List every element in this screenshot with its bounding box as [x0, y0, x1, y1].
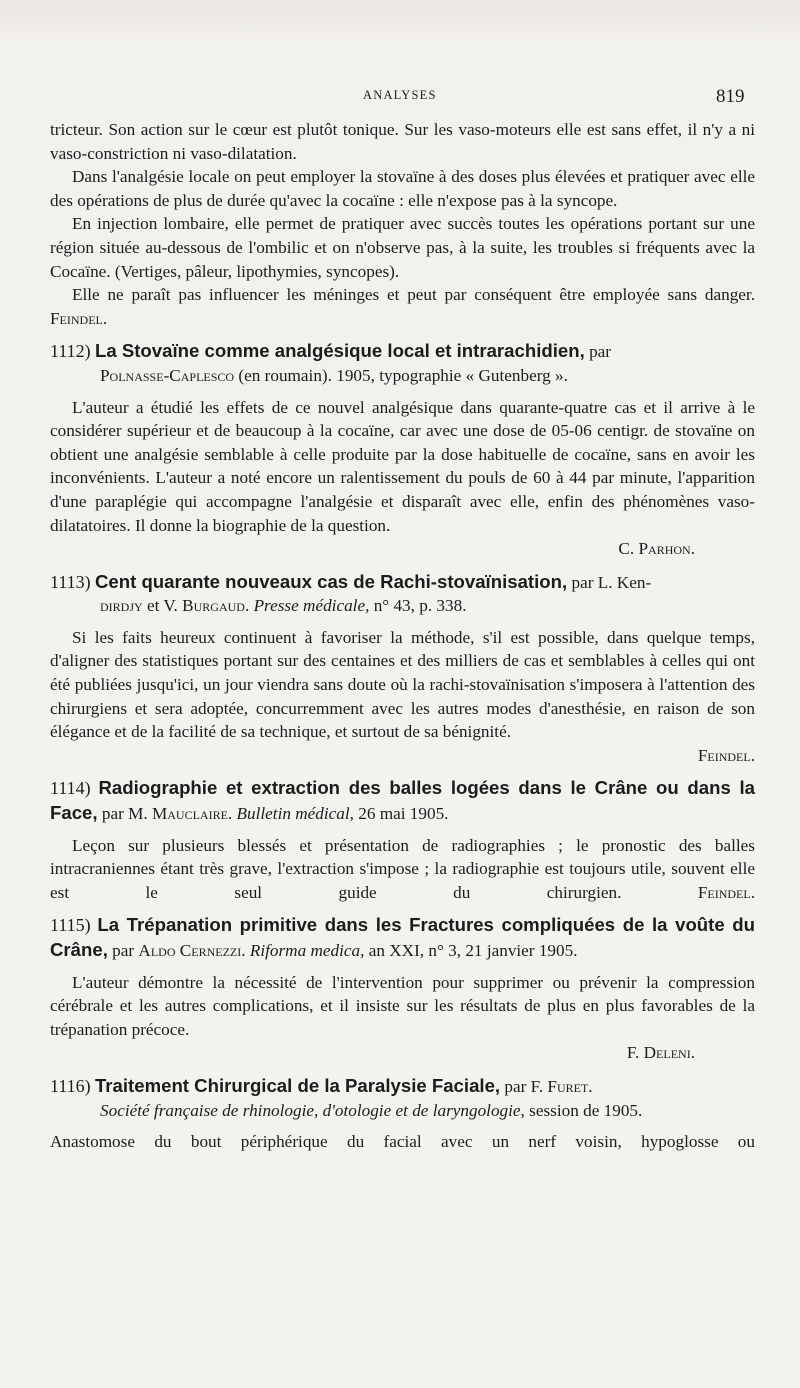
page-number: 819: [716, 86, 745, 107]
entry-byline: par L. Ken-: [571, 572, 652, 592]
entry-heading: [50, 339, 755, 364]
abstract-entry-1113: [50, 570, 755, 768]
intro-paragraph-2: Dans l'analgésie locale on peut employer la stovaïne à des doses plus élevées et pratiquer avec elle des opérations de plus de durée qu'avec la cocaïne : elle n'expose pas à la syncope.: [50, 167, 755, 210]
entry-source-rest: n° 43, p. 338.: [373, 596, 467, 616]
entry-signature: Feindel.: [697, 745, 755, 765]
entry-number: 1113): [50, 571, 91, 592]
entry-source-rest: (en roumain). 1905, typographie « Gutenberg ».: [238, 365, 568, 385]
entry-source-mid: et V.: [146, 596, 178, 616]
abstract-entry-1115: [50, 913, 755, 1065]
entry-author-2: Burgaud.: [182, 596, 250, 616]
entry-author: Polnasse-Caplesco: [100, 365, 235, 385]
entry-signature: C. Parhon.: [618, 539, 695, 559]
entry-journal: Riforma medica,: [249, 941, 365, 960]
entry-body: L'auteur démontre la nécessité de l'intervention pour supprimer ou prévenir la compression cérébrale et les autres complications, et il insiste sur les résultats de plus en plus favorables de la trépanation précoce.: [50, 972, 755, 1039]
entry-body: Leçon sur plusieurs blessés et présentation de radiographies ; le pronostic des balles intracraniennes étant très grave, l'extraction s'impose ; la radiographie est toujours utile, souvent elle est le seul guide du chirurgien.: [50, 835, 755, 902]
entry-title: Cent quarante nouveaux cas de Rachi-stovaïnisation,: [94, 570, 568, 592]
entry-title: La Trépanation primitive dans les Fractures compliquées de la voûte du Crâne,: [50, 914, 755, 960]
entry-body: L'auteur a étudié les effets de ce nouvel analgésique dans quarante-quatre cas et il arrive à le considérer supérieur et de beaucoup à la cocaïne, car avec une dose de 05-06 centigr. de stovaïne on obtient une analgésie semblable à celle produite par la dose habituelle de cocaïne, sans en avoir les inconvénients. L'auteur a noté encore un ralentissement du pouls de 60 à 44 par minute, l'apparition d'une paraplégie qui accompagne l'analgésie et disparaît avec elle, enfin des phénomènes vaso-dilatatoires. Il donne la biographie de la question.: [50, 397, 755, 535]
intro-paragraph-3: En injection lombaire, elle permet de pratiquer avec succès toutes les opérations portant sur une région située au-dessous de l'ombilic et on n'observe pas, à la suite, les troubles si fréquents avec la Cocaïne. (Vertiges, pâleur, lipothymies, syncopes).: [50, 214, 755, 281]
entry-number: 1112): [50, 341, 91, 362]
entry-heading: [50, 776, 755, 825]
page-header: [0, 86, 800, 110]
running-title: ANALYSES: [363, 88, 437, 102]
entry-signature: F. Deleni.: [626, 1043, 695, 1063]
entry-source-rest: 26 mai 1905.: [358, 804, 449, 824]
abstract-entry-1114: [50, 776, 755, 904]
entry-number: 1114): [50, 778, 91, 799]
entry-byline: par: [589, 342, 612, 362]
entry-body-with-signature: [50, 834, 755, 905]
entry-title: Traitement Chirurgical de la Paralysie Faciale,: [94, 1074, 501, 1096]
entry-source: [100, 364, 755, 388]
entry-source: [100, 1099, 755, 1123]
entry-journal: Société française de rhinologie, d'otologie et de laryngologie,: [100, 1100, 525, 1120]
entry-author: Furet.: [547, 1076, 593, 1096]
abstract-entry-1112: [50, 339, 755, 560]
entry-source-rest: an XXI, n° 3, 21 janvier 1905.: [368, 941, 578, 960]
entry-body: Anastomose du bout périphérique du facial avec un nerf voisin, hypoglosse ou: [50, 1132, 755, 1152]
entry-body: Si les faits heureux continuent à favoriser la méthode, s'il est possible, dans quelque temps, d'aligner des statistiques portant sur des centaines et des milliers de cas et semblables à celles qui ont été publiées jusqu'ici, un jour viendra sans doute où la rachi-stovaïnisation s'imposera à l'attention des chirurgiens et sera adoptée, concurremment avec les autres modes d'anesthésie, en raison de son élégance et de la facilité de sa technique, et surtout de sa bénignité.: [50, 627, 755, 742]
entry-author: Mauclaire.: [151, 804, 233, 824]
page-content: [50, 118, 755, 1154]
entry-number: 1115): [50, 915, 91, 936]
intro-paragraph-4: [50, 283, 755, 330]
entry-author: dirdjy: [100, 596, 143, 616]
intro-signature: Feindel.: [50, 308, 108, 328]
entry-journal: Bulletin médical,: [236, 804, 354, 824]
entry-number: 1116): [50, 1075, 91, 1096]
entry-source-rest: session de 1905.: [529, 1100, 643, 1120]
entry-byline: par F.: [504, 1076, 544, 1096]
intro-paragraph-4-text: Elle ne paraît pas influencer les méninges et peut par conséquent être employée sans danger.: [72, 285, 755, 305]
entry-heading: [50, 913, 755, 962]
entry-signature: Feindel.: [697, 882, 756, 902]
intro-paragraph-1: tricteur. Son action sur le cœur est plutôt tonique. Sur les vaso-moteurs elle est sans effet, il n'y a ni vaso-constriction ni vaso-dilatation.: [50, 120, 755, 163]
entry-source: [100, 594, 755, 618]
entry-byline: par: [112, 941, 135, 960]
entry-byline: par M.: [101, 804, 148, 824]
entry-author: Aldo Cernezzi.: [138, 941, 246, 960]
entry-journal: Presse médicale,: [253, 596, 370, 616]
abstract-entry-1116: [50, 1074, 755, 1154]
entry-title: Radiographie et extraction des balles logées dans le Crâne ou dans la Face,: [50, 777, 755, 824]
entry-title: La Stovaïne comme analgésique local et intrarachidien,: [94, 340, 585, 362]
entry-heading: [50, 1074, 755, 1099]
entry-heading: [50, 570, 755, 595]
